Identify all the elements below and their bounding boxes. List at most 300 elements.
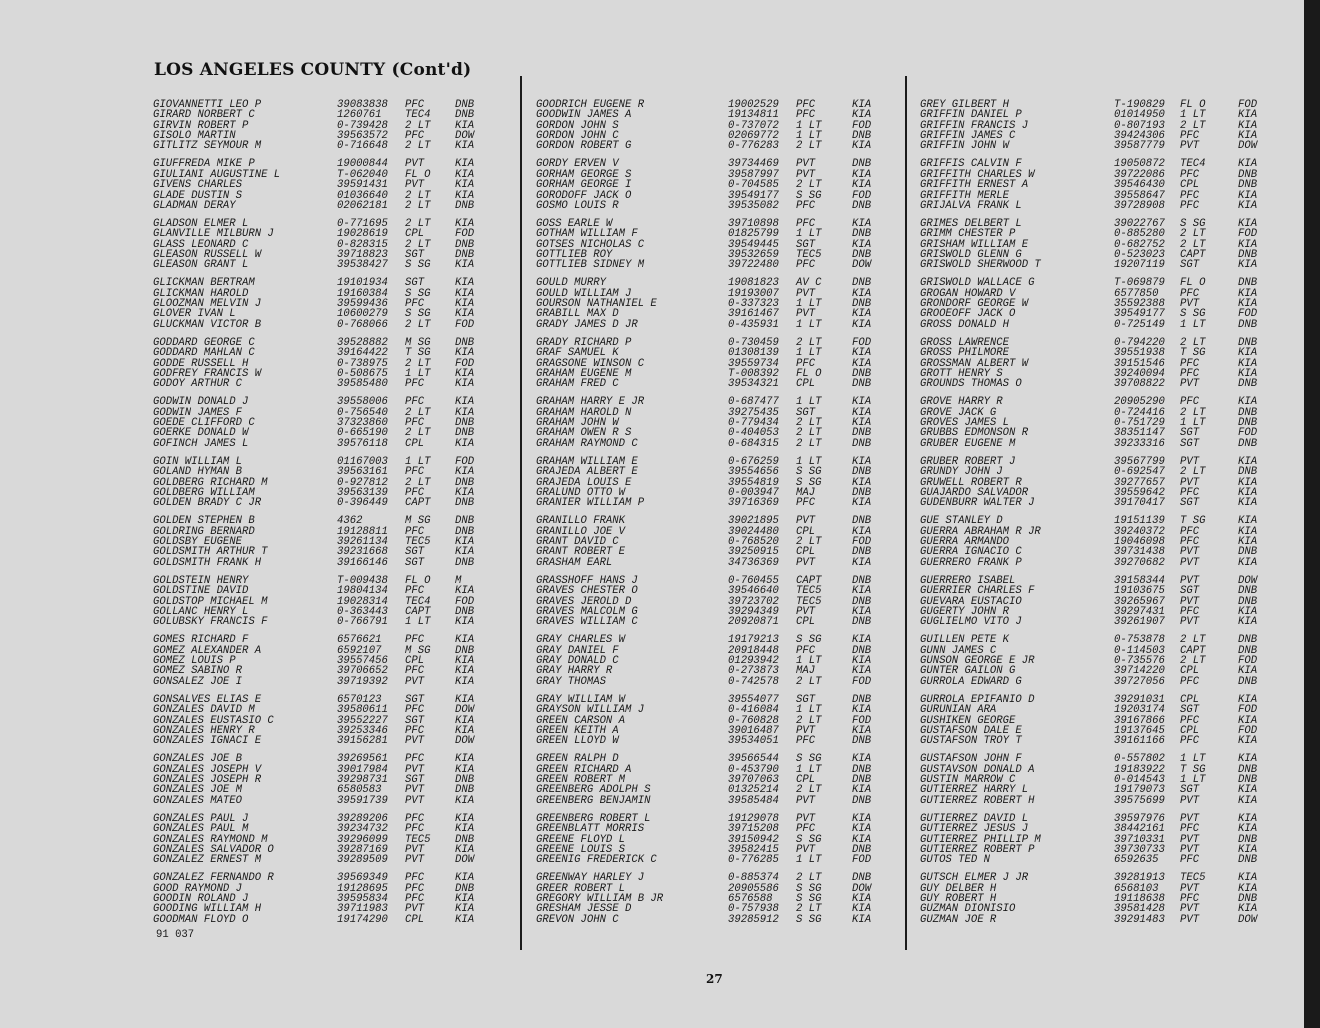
casualty-name: GOODIN ROLAND J	[153, 892, 249, 905]
casualty-status: FOD	[1238, 228, 1258, 241]
serial-number: 39734469	[728, 158, 779, 171]
casualty-status: KIA	[1238, 753, 1258, 766]
casualty-status: DNB	[1238, 585, 1258, 598]
serial-number: 01325214	[728, 784, 779, 797]
casualty-name: GREVON JOHN C	[536, 913, 619, 926]
casualty-name: GLASS LEONARD C	[153, 238, 249, 251]
serial-number: 0-682752	[1114, 238, 1165, 251]
rank: 2 LT	[796, 536, 822, 549]
rank: PFC	[405, 823, 425, 836]
rank: TEC5	[405, 536, 431, 549]
casualty-status: DNB	[852, 228, 872, 241]
casualty-status: KIA	[455, 753, 475, 766]
casualty-name: GORDON JOHN S	[536, 119, 619, 132]
casualty-status: FOD	[852, 119, 872, 132]
serial-number: 39706652	[337, 665, 388, 678]
serial-number: 39534321	[728, 378, 779, 391]
serial-number: 19103675	[1114, 585, 1165, 598]
casualty-name: GOTTLIEB ROY	[536, 249, 613, 261]
serial-number: T-008392	[728, 367, 779, 380]
casualty-name: GONZALES JOSEPH R	[153, 774, 262, 787]
serial-number: 39265967	[1114, 595, 1165, 608]
casualty-name: GREGORY WILLIAM B JR	[536, 892, 664, 905]
rank: 2 LT	[405, 357, 431, 370]
serial-number: 39719392	[337, 675, 388, 688]
casualty-status: KIA	[1238, 396, 1258, 409]
casualty-status: KIA	[852, 585, 872, 598]
entry-group	[920, 338, 1272, 390]
casualty-status: KIA	[1238, 238, 1258, 251]
casualty-name: GITLITZ SEYMOUR M	[153, 140, 262, 153]
casualty-status: KIA	[455, 347, 475, 360]
casualty-name: GRAHAM HAROLD N	[536, 406, 632, 419]
serial-number: 19179213	[728, 634, 779, 647]
serial-number: 02069772	[728, 130, 779, 143]
serial-number: 39559734	[728, 357, 779, 370]
rank: CPL	[796, 378, 816, 391]
casualty-status: DNB	[1238, 546, 1258, 559]
entry-group	[536, 100, 892, 152]
serial-number: 39597976	[1114, 812, 1165, 825]
rank: TEC5	[405, 833, 431, 846]
serial-number: 39558006	[337, 396, 388, 409]
serial-number: 19137645	[1114, 724, 1165, 737]
rank: 1 LT	[796, 318, 822, 331]
casualty-name: GRAVES JEROLD D	[536, 595, 632, 608]
casualty-row	[153, 180, 503, 190]
rank: TEC5	[796, 595, 822, 608]
casualty-status: DNB	[1238, 644, 1258, 657]
rank: SGT	[405, 249, 425, 261]
rank: CPL	[405, 913, 425, 926]
casualty-name: GRAGSONE WINSON C	[536, 357, 645, 370]
casualty-name: GREEN RALPH D	[536, 753, 619, 766]
casualty-name: GIRVIN ROBERT P	[153, 119, 249, 132]
casualty-row	[536, 201, 892, 211]
serial-number: 6592635	[1114, 854, 1159, 867]
casualty-name: GROSSMAN ALBERT W	[920, 357, 1029, 370]
casualty-name: GLANVILLE MILBURN J	[153, 228, 274, 241]
rank: S SG	[796, 189, 822, 202]
serial-number: 39546640	[728, 585, 779, 598]
casualty-status: KIA	[1238, 298, 1258, 311]
casualty-name: GREENBLATT MORRIS	[536, 823, 645, 836]
serial-number: 39296099	[337, 833, 388, 846]
rank: 2 LT	[796, 784, 822, 797]
casualty-status: KIA	[852, 396, 872, 409]
casualty-name: GREY GILBERT H	[920, 99, 1010, 111]
rank: S SG	[796, 892, 822, 905]
serial-number: 39240372	[1114, 525, 1165, 538]
casualty-status: DOW	[455, 854, 475, 867]
serial-number: 19179073	[1114, 784, 1165, 797]
casualty-name: GIUFFREDA MIKE P	[153, 158, 255, 171]
casualty-status: KIA	[1238, 525, 1258, 538]
serial-number: 39269561	[337, 753, 388, 766]
casualty-status: KIA	[455, 378, 475, 391]
rank: 2 LT	[1180, 466, 1206, 479]
casualty-status: KIA	[455, 714, 475, 727]
casualty-status: KIA	[852, 665, 872, 678]
casualty-name: GRIFFIN DANIEL P	[920, 109, 1022, 122]
casualty-row	[536, 617, 892, 627]
rank: CPL	[796, 525, 816, 538]
serial-number: 37323860	[337, 417, 388, 430]
casualty-status: DOW	[1238, 140, 1258, 153]
serial-number: 34736369	[728, 556, 779, 569]
casualty-status: KIA	[852, 140, 872, 153]
rank: SGT	[796, 406, 816, 419]
rank: 2 LT	[405, 406, 431, 419]
rank: 2 LT	[405, 217, 431, 230]
serial-number: T-069879	[1114, 277, 1165, 290]
serial-number: 39424306	[1114, 130, 1165, 143]
serial-number: 39534051	[728, 735, 779, 748]
entry-group	[920, 635, 1272, 687]
casualty-status: DNB	[852, 158, 872, 171]
serial-number: 0-828315	[337, 238, 388, 251]
casualty-name: GUTIERREZ DAVID L	[920, 812, 1029, 825]
casualty-name: GODDE RUSSELL H	[153, 357, 249, 370]
casualty-status: KIA	[1238, 455, 1258, 468]
serial-number: 35592388	[1114, 298, 1165, 311]
casualty-status: KIA	[455, 903, 475, 916]
rank: 2 LT	[796, 336, 822, 349]
casualty-name: GUERRERO FRANK P	[920, 556, 1022, 569]
casualty-status: KIA	[1238, 109, 1258, 122]
casualty-name: GONZALES SALVADOR O	[153, 843, 274, 856]
rank: PVT	[405, 794, 425, 807]
serial-number: 39297431	[1114, 605, 1165, 618]
entry-group	[536, 338, 892, 390]
casualty-status: KIA	[1238, 199, 1258, 212]
casualty-name: GONZALES JOE M	[153, 784, 243, 797]
casualty-status: KIA	[455, 763, 475, 776]
casualty-name: GRIJALVA FRANK L	[920, 199, 1022, 212]
casualty-status: DNB	[852, 466, 872, 479]
casualty-row	[920, 180, 1272, 190]
serial-number: 19151139	[1114, 515, 1165, 528]
casualty-row	[920, 260, 1272, 270]
entry-group	[153, 873, 503, 925]
casualty-name: GURROLA EDWARD G	[920, 675, 1022, 688]
casualty-status: DNB	[455, 833, 475, 846]
entry-group	[153, 754, 503, 806]
casualty-name: GOODWIN JAMES A	[536, 109, 632, 122]
rank: 2 LT	[1180, 238, 1206, 251]
serial-number: 39575699	[1114, 794, 1165, 807]
serial-number: 0-757938	[728, 903, 779, 916]
casualty-status: KIA	[1238, 515, 1258, 528]
serial-number: 39549177	[728, 189, 779, 202]
serial-number: 20918448	[728, 644, 779, 657]
serial-number: 39558647	[1114, 189, 1165, 202]
serial-number: 39233316	[1114, 437, 1165, 450]
casualty-name: GRIFFIN FRANCIS J	[920, 119, 1029, 132]
rank: T SG	[1180, 347, 1206, 360]
casualty-name: GRIFFIN JOHN W	[920, 140, 1010, 153]
rank: CPL	[1180, 693, 1200, 706]
casualty-name: GUNSON GEORGE E JR	[920, 655, 1035, 668]
casualty-name: GUNN JAMES C	[920, 644, 997, 657]
serial-number: 39234732	[337, 823, 388, 836]
rank: TEC5	[796, 585, 822, 598]
casualty-name: GOLAND HYMAN B	[153, 466, 243, 479]
serial-number: 0-738975	[337, 357, 388, 370]
casualty-name: GONZALES PAUL J	[153, 812, 249, 825]
casualty-name: GREER ROBERT L	[536, 882, 626, 895]
serial-number: 19028619	[337, 228, 388, 241]
rank: SGT	[1180, 437, 1200, 450]
rank: PFC	[405, 665, 425, 678]
casualty-status: DNB	[852, 693, 872, 706]
casualty-status: DNB	[852, 515, 872, 528]
casualty-status: DNB	[852, 843, 872, 856]
entry-group	[920, 278, 1272, 330]
casualty-row	[920, 586, 1272, 596]
casualty-name: GLICKMAN HAROLD	[153, 287, 249, 300]
rank: S SG	[796, 913, 822, 926]
casualty-status: FOD	[852, 714, 872, 727]
rank: CAPT	[405, 605, 431, 618]
casualty-status: KIA	[455, 158, 475, 171]
casualty-status: KIA	[852, 99, 872, 111]
casualty-status: KIA	[1238, 693, 1258, 706]
casualty-status: KIA	[852, 238, 872, 251]
casualty-status: DNB	[455, 556, 475, 569]
casualty-name: GOLDSMITH FRANK H	[153, 556, 262, 569]
casualty-status: DNB	[455, 238, 475, 251]
casualty-name: GRUBBS EDMONSON R	[920, 427, 1029, 440]
casualty-name: GURROLA EPIFANIO D	[920, 693, 1035, 706]
serial-number: 39161467	[728, 308, 779, 321]
rank: PVT	[1180, 546, 1200, 559]
casualty-status: KIA	[852, 823, 872, 836]
serial-number: 0-676259	[728, 455, 779, 468]
casualty-row	[536, 824, 892, 834]
serial-number: 6577850	[1114, 287, 1159, 300]
casualty-status: FOD	[852, 189, 872, 202]
casualty-status: DNB	[455, 882, 475, 895]
casualty-name: GONZALES MATEO	[153, 794, 243, 807]
rank: FL O	[405, 574, 431, 587]
rank: 1 LT	[796, 763, 822, 776]
casualty-name: GONZALES RAYMOND M	[153, 833, 268, 846]
rank: PFC	[796, 823, 816, 836]
rank: T SG	[1180, 763, 1206, 776]
rank: PFC	[796, 644, 816, 657]
casualty-name: GRIMM CHESTER P	[920, 228, 1016, 241]
casualty-row	[920, 796, 1272, 806]
casualty-row	[536, 498, 892, 508]
casualty-status: FOD	[852, 854, 872, 867]
casualty-name: GONSALEZ JOE I	[153, 675, 243, 688]
serial-number: 39563161	[337, 466, 388, 479]
rank: PFC	[796, 199, 816, 212]
rank: 2 LT	[796, 140, 822, 153]
casualty-status: KIA	[455, 298, 475, 311]
casualty-status: KIA	[852, 724, 872, 737]
rank: 1 LT	[796, 655, 822, 668]
casualty-name: GIULIANI AUGUSTINE L	[153, 168, 281, 181]
casualty-status: KIA	[852, 655, 872, 668]
rank: 1 LT	[796, 298, 822, 311]
casualty-status: KIA	[1238, 189, 1258, 202]
casualty-status: KIA	[1238, 665, 1258, 678]
serial-number: 0-704585	[728, 179, 779, 192]
rank: PFC	[1180, 823, 1200, 836]
entry-group	[153, 576, 503, 628]
serial-number: 20905290	[1114, 396, 1165, 409]
serial-number: 0-508675	[337, 367, 388, 380]
casualty-name: GODDARD MAHLAN C	[153, 347, 255, 360]
serial-number: 19160384	[337, 287, 388, 300]
rank: 1 LT	[796, 854, 822, 867]
rank: TEC5	[1180, 872, 1206, 885]
rank: MAJ	[796, 665, 816, 678]
casualty-status: KIA	[455, 179, 475, 192]
serial-number: 39150942	[728, 833, 779, 846]
casualty-status: KIA	[852, 417, 872, 430]
rank: M SG	[405, 644, 431, 657]
rank: 1 LT	[1180, 417, 1206, 430]
serial-number: 39554819	[728, 476, 779, 489]
serial-number: 39730733	[1114, 843, 1165, 856]
casualty-row	[920, 617, 1272, 627]
casualty-status: KIA	[455, 168, 475, 181]
rank: SGT	[1180, 427, 1200, 440]
serial-number: 39727056	[1114, 675, 1165, 688]
serial-number: 0-807193	[1114, 119, 1165, 132]
rank: 2 LT	[405, 476, 431, 489]
casualty-name: GOTSES NICHOLAS C	[536, 238, 645, 251]
casualty-name: GUTOS TED N	[920, 854, 990, 867]
rank: 1 LT	[796, 130, 822, 143]
serial-number: 39261134	[337, 536, 388, 549]
rank: 2 LT	[405, 189, 431, 202]
serial-number: 6568103	[1114, 882, 1159, 895]
casualty-status: DNB	[1238, 406, 1258, 419]
rank: PVT	[1180, 812, 1200, 825]
casualty-name: GOLDBERG RICHARD M	[153, 476, 268, 489]
rank: MAJ	[796, 486, 816, 499]
casualty-name: GORDON ROBERT G	[536, 140, 632, 153]
casualty-name: GOMEZ SABINO R	[153, 665, 243, 678]
casualty-name: GRISWOLD SHERWOOD T	[920, 259, 1041, 272]
name-column-left	[153, 100, 503, 933]
casualty-row	[153, 617, 503, 627]
casualty-status: KIA	[1238, 714, 1258, 727]
casualty-status: KIA	[852, 287, 872, 300]
serial-number: 0-416084	[728, 704, 779, 717]
serial-number: 39566544	[728, 753, 779, 766]
casualty-name: GRIMES DELBERT L	[920, 217, 1022, 230]
casualty-status: KIA	[455, 287, 475, 300]
entry-group	[920, 873, 1272, 925]
casualty-name: GRANIER WILLIAM P	[536, 497, 645, 510]
casualty-status: KIA	[455, 308, 475, 321]
rank: 2 LT	[796, 427, 822, 440]
entry-group	[536, 635, 892, 687]
serial-number: 39535082	[728, 199, 779, 212]
rank: PVT	[405, 763, 425, 776]
rank: S SG	[796, 476, 822, 489]
casualty-name: GUSTAVSON DONALD A	[920, 763, 1035, 776]
casualty-name: GREEN ROBERT M	[536, 774, 626, 787]
casualty-name: GOLDEN BRADY C JR	[153, 497, 262, 510]
casualty-name: GUERRA IGNACIO C	[920, 546, 1022, 559]
casualty-status: KIA	[852, 812, 872, 825]
casualty-row	[920, 320, 1272, 330]
casualty-name: GONZALEZ ERNEST M	[153, 854, 262, 867]
rank: CPL	[796, 546, 816, 559]
rank: PFC	[1180, 714, 1200, 727]
serial-number: 39240094	[1114, 367, 1165, 380]
entry-group	[153, 814, 503, 866]
casualty-name: GRALUND OTTO W	[536, 486, 626, 499]
casualty-status: DNB	[1238, 634, 1258, 647]
casualty-name: GUGLIELMO VITO J	[920, 616, 1022, 629]
entry-group	[536, 873, 892, 925]
casualty-name: GRASHAM EARL	[536, 556, 613, 569]
casualty-name: GLOOZMAN MELVIN J	[153, 298, 262, 311]
casualty-status: DNB	[455, 784, 475, 797]
casualty-status: KIA	[852, 318, 872, 331]
casualty-name: GROOEOFF JACK O	[920, 308, 1016, 321]
casualty-status: KIA	[1238, 347, 1258, 360]
casualty-name: GRAHAM OWEN R S	[536, 427, 632, 440]
rank: 1 LT	[1180, 318, 1206, 331]
casualty-name: GLUCKMAN VICTOR B	[153, 318, 262, 331]
page-number: 27	[706, 972, 723, 986]
casualty-name: GOTHAM WILLIAM F	[536, 228, 638, 241]
entry-group	[920, 576, 1272, 628]
rank: 2 LT	[1180, 634, 1206, 647]
casualty-name: GOULD MURRY	[536, 277, 606, 290]
entry-group	[536, 814, 892, 866]
rank: 1 LT	[1180, 753, 1206, 766]
serial-number: 1260761	[337, 109, 382, 122]
casualty-name: GONZALEZ FERNANDO R	[153, 872, 274, 885]
casualty-name: GOODMAN FLOYD O	[153, 913, 249, 926]
rank: PFC	[1180, 130, 1200, 143]
rank: 1 LT	[796, 396, 822, 409]
casualty-status: KIA	[455, 872, 475, 885]
rank: PFC	[1180, 735, 1200, 748]
casualty-status: DNB	[455, 199, 475, 212]
serial-number: 0-724416	[1114, 406, 1165, 419]
rank: T SG	[405, 347, 431, 360]
casualty-row	[153, 586, 503, 596]
serial-number: 39151546	[1114, 357, 1165, 370]
casualty-name: GRASSHOFF HANS J	[536, 574, 638, 587]
serial-number: 0-363443	[337, 605, 388, 618]
entry-group	[153, 219, 503, 271]
casualty-status: KIA	[455, 367, 475, 380]
casualty-status: DNB	[852, 130, 872, 143]
rank: PFC	[405, 704, 425, 717]
serial-number: 39270682	[1114, 556, 1165, 569]
rank: PFC	[405, 298, 425, 311]
serial-number: 0-453790	[728, 763, 779, 776]
casualty-name: GOLUBSKY FRANCIS F	[153, 616, 268, 629]
casualty-status: KIA	[852, 455, 872, 468]
casualty-name: GRANT ROBERT E	[536, 546, 626, 559]
casualty-name: GLADSON ELMER L	[153, 217, 249, 230]
casualty-status: KIA	[1238, 882, 1258, 895]
casualty-name: GRAHAM EUGENE M	[536, 367, 632, 380]
serial-number: 0-435931	[728, 318, 779, 331]
